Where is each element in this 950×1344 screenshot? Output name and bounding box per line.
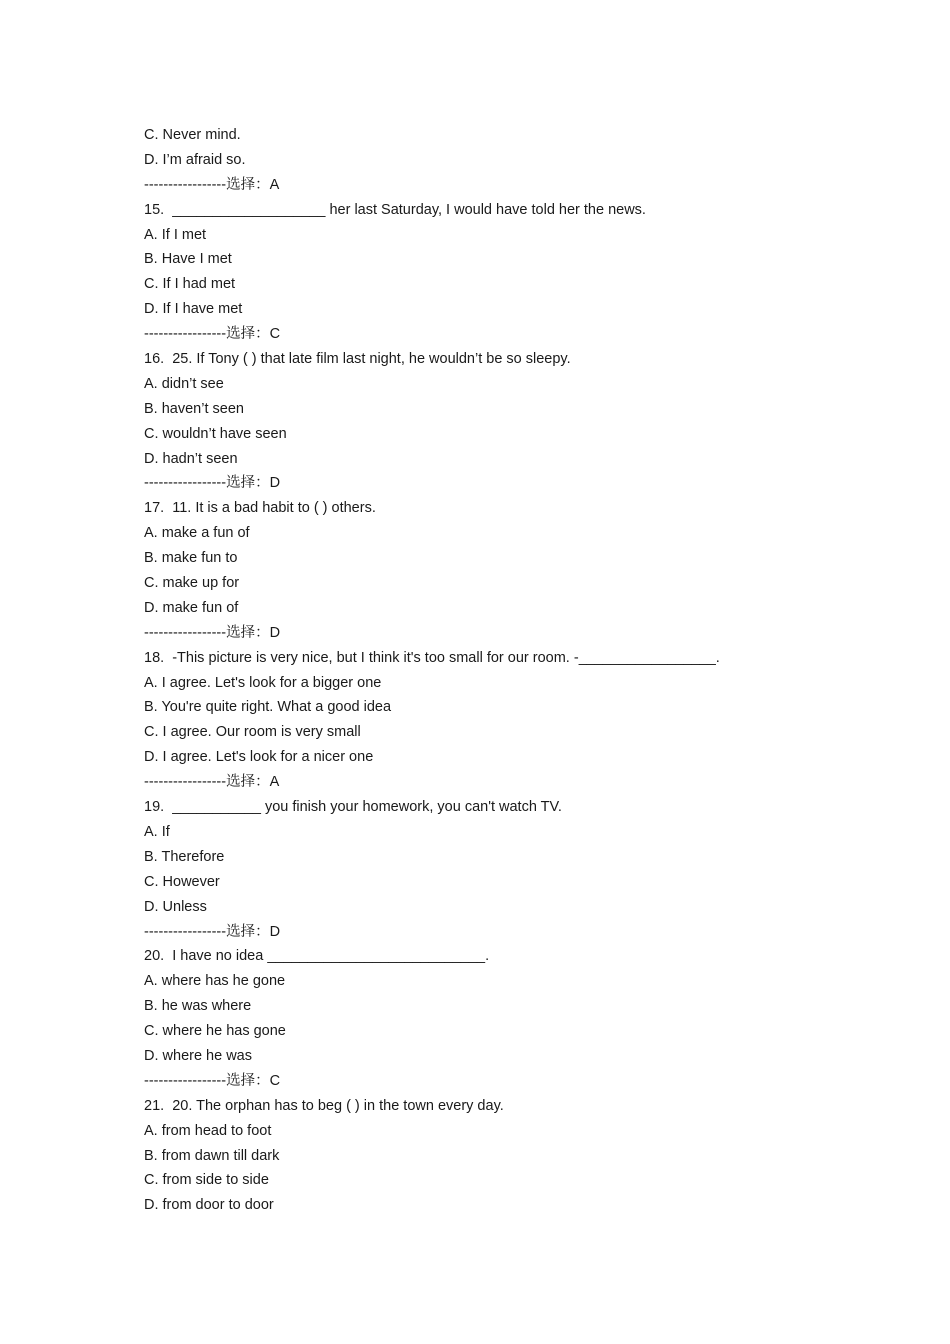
text-line: C. Never mind. <box>144 127 241 143</box>
text-line: -----------------选择：D <box>144 475 281 492</box>
text-line: A. where has he gone <box>144 973 286 990</box>
text-line: A. If <box>144 823 170 840</box>
text-line: D. from door to door <box>144 1197 274 1214</box>
text-line: D. If I have met <box>144 301 243 318</box>
text-line: A. If I met <box>144 226 207 243</box>
text-line: -----------------选择：A <box>144 176 280 193</box>
text-line: 15. ___________________ her last Saturday, I would have told her the news. <box>144 201 646 218</box>
text-line: D. Unless <box>144 898 207 915</box>
text-line: B. haven’t seen <box>144 400 244 417</box>
text-line: C. However <box>144 873 220 890</box>
text-line: B. from dawn till dark <box>144 1147 280 1164</box>
text-line: D. I agree. Let's look for a nicer one <box>144 749 374 766</box>
text-line: D. I’m afraid so. <box>144 151 246 168</box>
text-line: 21. 20. The orphan has to beg ( ) in the town every day. <box>144 1097 504 1114</box>
text-line: C. where he has gone <box>144 1023 286 1040</box>
text-line: A. I agree. Let's look for a bigger one <box>144 674 382 691</box>
text-line: A. didn’t see <box>144 375 224 392</box>
text-line: 19. ___________ you finish your homework, you can't watch TV. <box>144 799 562 816</box>
text-line: C. make up for <box>144 575 240 592</box>
text-line: A. make a fun of <box>144 525 250 542</box>
text-line: B. You're quite right. What a good idea <box>144 699 392 716</box>
text-line: -----------------选择：C <box>144 326 281 343</box>
text-line: -----------------选择：A <box>144 774 280 791</box>
document-body <box>144 123 844 1218</box>
text-line: C. from side to side <box>144 1172 269 1189</box>
text-line: D. make fun of <box>144 599 239 616</box>
text-line: C. wouldn’t have seen <box>144 425 287 442</box>
text-line: -----------------选择：C <box>144 1072 281 1089</box>
text-line: C. I agree. Our room is very small <box>144 724 361 741</box>
text-line: 16. 25. If Tony ( ) that late film last night, he wouldn’t be so sleepy. <box>144 351 571 368</box>
text-line: -----------------选择：D <box>144 923 281 940</box>
text-line: A. from head to foot <box>144 1122 272 1139</box>
text-line: 17. 11. It is a bad habit to ( ) others. <box>144 500 376 517</box>
text-line: -----------------选择：D <box>144 624 281 641</box>
text-line: 18. -This picture is very nice, but I think it's too small for our room. -_________________. <box>144 649 720 666</box>
text-line: B. make fun to <box>144 550 238 567</box>
text-line: B. Therefore <box>144 848 225 865</box>
text-line: 20. I have no idea ___________________________. <box>144 948 490 965</box>
text-line: B. Have I met <box>144 251 232 268</box>
text-line: D. hadn’t seen <box>144 450 238 467</box>
text-line: D. where he was <box>144 1047 252 1064</box>
text-line: C. If I had met <box>144 276 236 293</box>
text-line: B. he was where <box>144 998 252 1015</box>
